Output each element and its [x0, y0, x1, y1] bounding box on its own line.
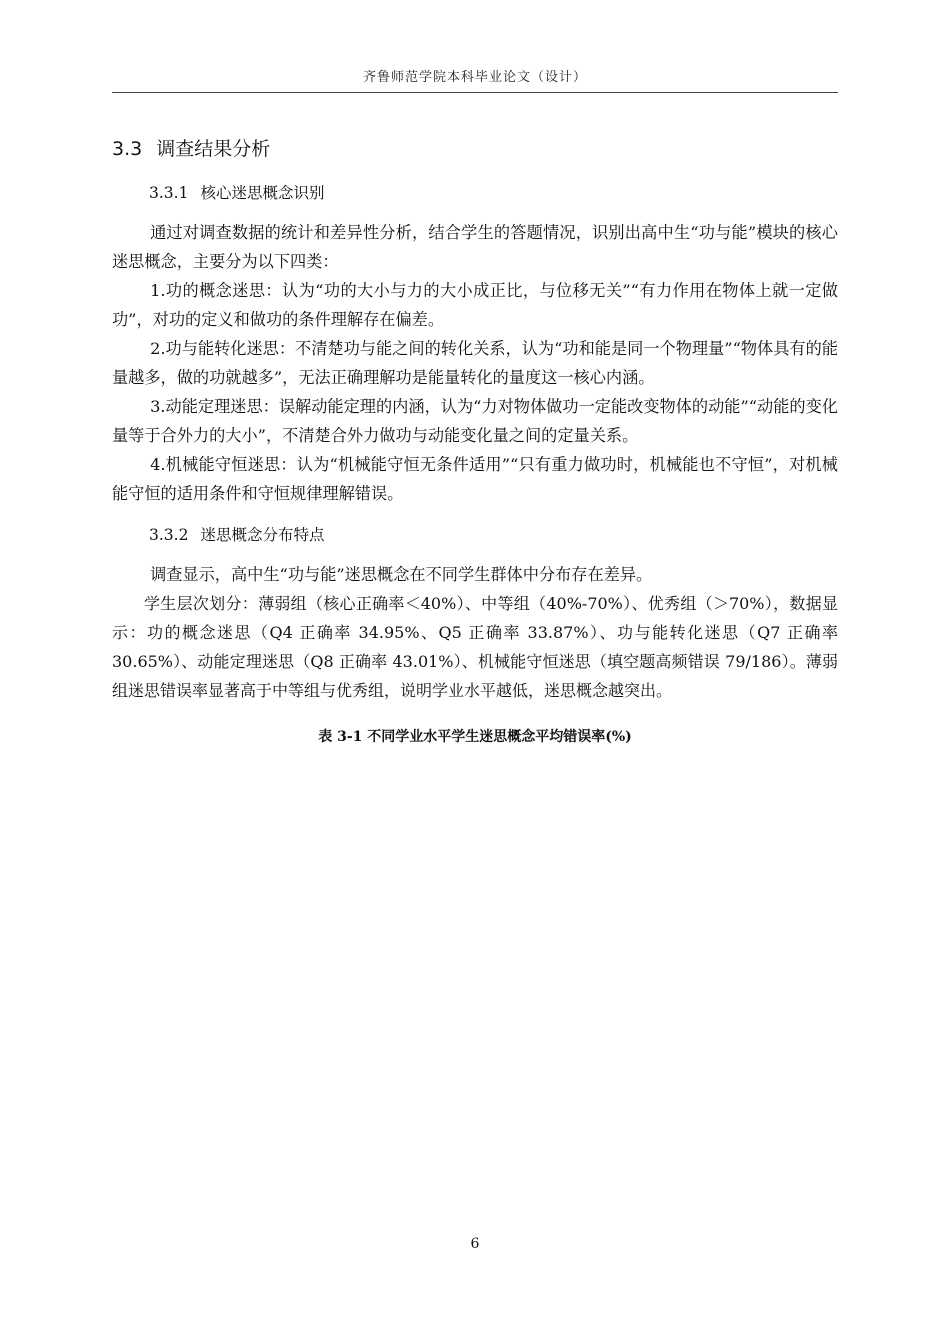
paragraph-mechanical-energy-conservation: 4.机械能守恒迷思：认为“机械能守恒无条件适用”“只有重力做功时，机械能也不守恒”，对机械能守恒的适用条件和守恒规律理解错误。	[112, 455, 838, 503]
paragraph-intro: 通过对调查数据的统计和差异性分析，结合学生的答题情况，识别出高中生“功与能”模块的核心迷思概念，主要分为以下四类：	[112, 223, 838, 271]
page-body	[112, 134, 838, 749]
table-caption: 表 3-1 不同学业水平学生迷思概念平均错误率(%)	[318, 729, 632, 745]
paragraph-kinetic-energy-theorem: 3.动能定理迷思：误解动能定理的内涵，认为“力对物体做功一定能改变物体的动能”“动能的变化量等于合外力的大小”，不清楚合外力做功与动能变化量之间的定量关系。	[112, 397, 838, 445]
paragraph-work-concept: 1.功的概念迷思：认为“功的大小与力的大小成正比，与位移无关”“有力作用在物体上就一定做功”，对功的定义和做功的条件理解存在偏差。	[112, 281, 838, 329]
running-header: 齐鲁师范学院本科毕业论文（设计）	[362, 70, 587, 85]
subsection-heading-1	[112, 180, 838, 206]
page-number: 6	[470, 1236, 480, 1252]
section-heading	[112, 134, 838, 164]
paragraph-distribution-intro: 调查显示，高中生“功与能”迷思概念在不同学生群体中分布存在差异。	[150, 565, 653, 584]
section-number: 3.3	[112, 138, 143, 160]
subsection-number-2: 3.3.2	[149, 526, 189, 544]
subsection-title-1: 核心迷思概念识别	[200, 184, 325, 202]
subsection-1-body	[112, 218, 838, 508]
paragraph-distribution-data: 学生层次划分：薄弱组（核心正确率＜40%）、中等组（40%-70%）、优秀组（＞70%），数据显示：功的概念迷思（Q4 正确率 34.95%、Q5 正确率 33.87%）、功与能转化迷思（Q7 正确率 30.65%）、动能定理迷思（Q8 正确率 43.01%）、机械能守恒迷思（填空题高频错误 79/186）。薄弱组迷思错误率显著高于中等组与优秀组，说明学业水平越低，迷思概念越突出。	[112, 594, 838, 700]
paragraph-work-energy-conversion: 2.功与能转化迷思：不清楚功与能之间的转化关系，认为“功和能是同一个物理量”“物体具有的能量越多，做的功就越多”，无法正确理解功是能量转化的量度这一核心内涵。	[112, 339, 838, 387]
section-title: 调查结果分析	[156, 138, 271, 160]
subsection-title-2: 迷思概念分布特点	[200, 526, 325, 544]
subsection-2-body	[112, 560, 838, 705]
header-rule	[112, 92, 838, 93]
subsection-heading-2	[112, 522, 838, 548]
subsection-number-1: 3.3.1	[149, 184, 189, 202]
